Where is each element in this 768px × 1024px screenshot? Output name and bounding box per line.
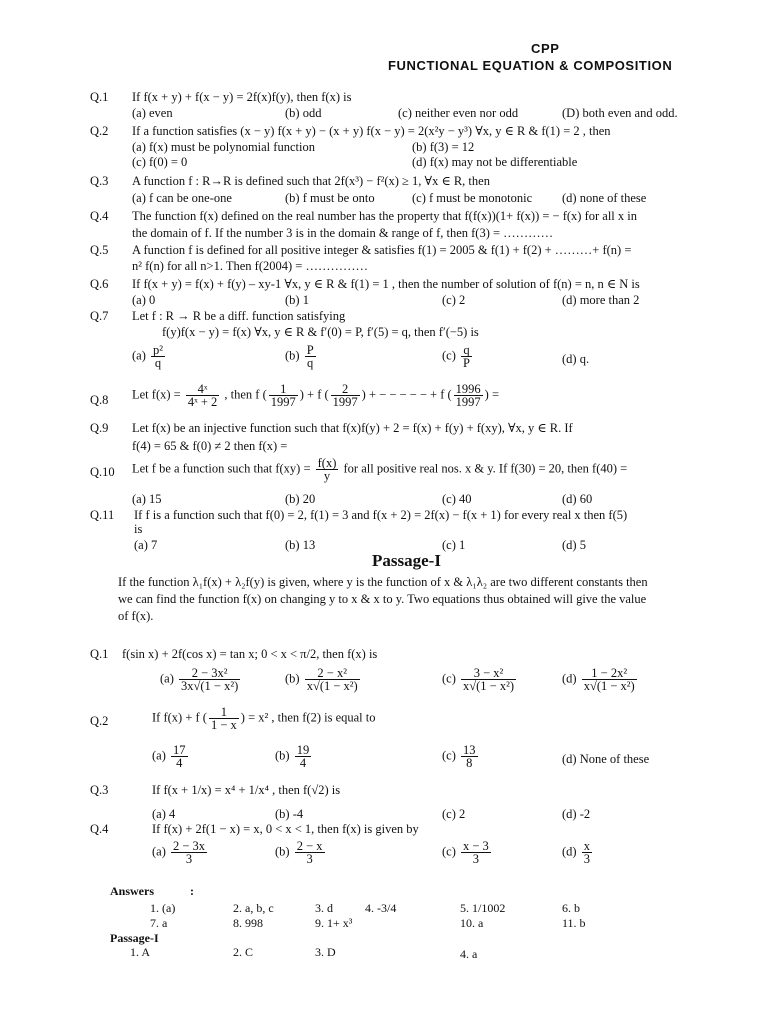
question-text: If f is a function such that f(0) = 2, f(1) = 3 and f(x + 2) = 2f(x) − f(x + 1) for every real x then f(5) [134, 508, 628, 522]
denominator: 4 [176, 756, 183, 770]
q8-dots: + − − − − − + f [368, 387, 445, 402]
option-c-fraction [461, 667, 516, 692]
option-b [275, 744, 313, 769]
option-c-fraction [461, 744, 478, 769]
option-c [442, 840, 493, 865]
question-text-cont: f(4) = 65 & f(0) ≠ 2 then f(x) = [132, 439, 288, 453]
denominator: x√(1 − x²) [463, 679, 514, 693]
numerator: 2 − x [296, 839, 323, 853]
denominator: 8 [466, 756, 473, 770]
question-text: If f(x + y) = f(x) + f(y) – xy-1 ∀x, y ∈ R & f(1) = 1 , then the number of solution of f(n) = n, n ∈ N is [132, 277, 640, 291]
option-a-fraction [171, 840, 207, 865]
question-number: Q.9 [90, 421, 109, 435]
option-c [442, 344, 474, 369]
denominator: 3 [306, 852, 313, 866]
option-d [562, 840, 594, 865]
option-b [285, 667, 362, 692]
answers-title: Answers [110, 884, 154, 898]
question-text: The function f(x) defined on the real number has the property that f(f(x))(1+ f(x)) = − f(x) for all x in [132, 209, 637, 223]
question-number: Q.5 [90, 243, 109, 257]
option-c: (c) neither even nor odd [398, 106, 519, 120]
question-text: Let f : R → R be a diff. function satisfying [132, 309, 346, 323]
denominator: q [154, 356, 162, 370]
option-d [562, 667, 639, 692]
numerator: f(x) [317, 456, 337, 470]
paren-close: ) [240, 710, 245, 725]
option-a-fraction [171, 744, 188, 769]
option-b: (b) 1 [285, 293, 309, 307]
numerator: 19 [296, 743, 310, 757]
option-d: (d) more than 2 [562, 293, 640, 307]
option-b-label: (b) [285, 348, 300, 363]
paren-open: ( [202, 710, 207, 725]
option-b-label: (b) [285, 671, 300, 686]
question-number: Q.1 [90, 90, 109, 104]
fraction [454, 383, 483, 408]
option-b-label: (b) [275, 844, 290, 859]
paren-close: ) [299, 387, 304, 402]
answer-item: 1. (a) [150, 901, 176, 915]
option-c-fraction [461, 840, 491, 865]
denominator: y [323, 469, 331, 483]
fraction [186, 383, 219, 408]
option-b: (b) f(3) = 12 [412, 140, 475, 154]
question-number: Q.7 [90, 309, 109, 323]
passage-text: If the function λ₁f(x) + λ₂f(y) is given, where y is the function of x & λ₁λ₂ are two different constants then we can find the function f(x) on changing y to x & x to y. Two equations thus obtained will give the value of f(x). [118, 575, 648, 623]
numerator: q [461, 344, 472, 357]
numerator: 13 [463, 743, 476, 757]
question-text-cont: f(y)f(x − y) = f(x) ∀x, y ∈ R & f′(0) = P, f′(5) = q, then f′(−5) is [162, 325, 479, 339]
answer-item: 3. d [315, 901, 333, 915]
option-d: (d) none of these [562, 191, 647, 205]
option-c [442, 744, 480, 769]
numerator: P [306, 343, 314, 357]
denominator: 1997 [455, 395, 481, 409]
option-c: (c) 40 [442, 492, 472, 506]
option-b: (b) -4 [275, 807, 304, 821]
option-a [160, 667, 242, 692]
answer-item: 9. 1+ x³ [315, 916, 353, 930]
numerator: 2 − x² [305, 667, 360, 680]
option-d-fraction [582, 667, 637, 692]
option-a: (a) 4 [152, 807, 176, 821]
option-d-label: (d) [562, 844, 577, 859]
option-b-fraction [295, 840, 325, 865]
option-c-label: (c) [442, 348, 456, 363]
question-number: Q.10 [90, 465, 115, 479]
numerator: 17 [173, 743, 186, 757]
fraction [316, 457, 339, 482]
q10-lead: Let f be a function such that f(xy) = [132, 461, 311, 476]
question-number: Q.8 [90, 393, 109, 407]
answer-item: 11. b [562, 916, 586, 930]
option-d: (d) 5 [562, 538, 586, 552]
q8-end: = [491, 387, 500, 402]
q8-plus: + f [307, 387, 322, 402]
question-number: Q.11 [90, 508, 115, 522]
numerator: 1 − 2x² [582, 667, 637, 680]
question-text: Let f(x) be an injective function such that f(x)f(y) + 2 = f(x) + f(y) + f(xy), ∀x, y ∈ R. If [132, 421, 573, 435]
paren-close: ) [361, 387, 366, 402]
p2-tail: = x² , then f(2) is equal to [248, 710, 376, 725]
answer-item: 6. b [562, 901, 580, 915]
numerator: 1 [269, 383, 298, 396]
question-text: A function f : R→R is defined such that 2f(x³) − f²(x) ≥ 1, ∀x ∈ R, then [132, 174, 490, 188]
paren-open: ( [447, 387, 452, 402]
denominator: 3x√(1 − x²) [181, 679, 239, 693]
question-text: If f(x + y) + f(x − y) = 2f(x)f(y), then f(x) is [132, 90, 352, 104]
option-c-label: (c) [442, 671, 456, 686]
numerator: 2 − 3x [173, 839, 206, 853]
answer-item: 3. D [315, 945, 336, 959]
numerator: x [583, 839, 590, 853]
question-number: Q.2 [90, 714, 109, 728]
option-a: (a) 7 [134, 538, 158, 552]
option-a-label: (a) [152, 748, 166, 763]
option-a-fraction [151, 344, 165, 369]
question-text [152, 706, 376, 731]
option-a-label: (a) [160, 671, 174, 686]
denominator: q [307, 356, 314, 370]
option-a-label: (a) [152, 844, 166, 859]
numerator: 2 [331, 383, 360, 396]
option-a [152, 744, 190, 769]
option-c [442, 667, 518, 692]
option-c: (c) 2 [442, 807, 466, 821]
option-a: (a) f can be one-one [132, 191, 232, 205]
numerator: 1 [209, 706, 239, 719]
numerator: p² [153, 343, 163, 357]
denominator: 1 − x [210, 718, 237, 732]
option-c: (c) 1 [442, 538, 466, 552]
answer-item: 4. -3/4 [365, 901, 397, 915]
denominator: x√(1 − x²) [306, 679, 358, 693]
question-text: If a function satisfies (x − y) f(x + y) − (x + y) f(x − y) = 2(x²y − y³) ∀x, y ∈ R & f(1) = 2 , then [132, 124, 611, 138]
question-number: Q.6 [90, 277, 109, 291]
denominator: 3 [185, 852, 193, 866]
answer-item: 2. C [233, 945, 254, 959]
p2-lead: If f(x) + f [152, 710, 200, 725]
question-text [132, 457, 627, 482]
option-c-label: (c) [442, 844, 456, 859]
question-text [132, 383, 499, 408]
denominator: 4 [299, 756, 307, 770]
option-a: (a) f(x) must be polynomial function [132, 140, 315, 154]
option-d: (d) q. [562, 352, 590, 366]
q10-tail: for all positive real nos. x & y. If f(30) = 20, then f(40) = [343, 461, 628, 476]
fraction [209, 706, 239, 731]
option-c: (c) f must be monotonic [412, 191, 533, 205]
paren-open: ( [324, 387, 329, 402]
option-a-label: (a) [132, 348, 146, 363]
question-number: Q.4 [90, 822, 109, 836]
answers-colon: : [190, 884, 194, 898]
question-text: A function f is defined for all positive integer & satisfies f(1) = 2005 & f(1) + f(2) + ………+ f(n) = [132, 243, 632, 257]
option-d: (d) -2 [562, 807, 591, 821]
option-a-fraction [179, 667, 240, 692]
option-b [275, 840, 327, 865]
option-d: (D) both even and odd. [562, 106, 678, 120]
header-code: CPP [531, 41, 560, 56]
denominator: x√(1 − x²) [583, 679, 635, 693]
option-a: (a) even [132, 106, 173, 120]
question-text: f(sin x) + 2f(cos x) = tan x; 0 < x < π/2, then f(x) is [122, 647, 378, 661]
answer-item: 8. 998 [233, 916, 263, 930]
question-number: Q.3 [90, 783, 109, 797]
question-text: If f(x + 1/x) = x⁴ + 1/x⁴ , then f(√2) is [152, 783, 341, 797]
option-d-label: (d) [562, 671, 577, 686]
answers-passage-title: Passage-I [110, 931, 159, 945]
fraction [269, 383, 298, 408]
question-text-cont: n² f(n) for all n>1. Then f(2004) = …………… [132, 259, 368, 273]
paren-close: ) [484, 387, 489, 402]
denominator: 1997 [332, 395, 358, 409]
question-text-cont: the domain of f. If the number 3 is in the domain & range of f, then f(3) = ………… [132, 226, 554, 240]
option-c: (c) 2 [442, 293, 466, 307]
answer-item: 1. A [130, 945, 151, 959]
question-number: Q.2 [90, 124, 109, 138]
answer-item: 4. a [460, 947, 478, 961]
option-b-fraction [295, 744, 312, 769]
page-title: FUNCTIONAL EQUATION & COMPOSITION [388, 58, 673, 73]
numerator: 4ˣ [186, 383, 219, 396]
option-b: (b) odd [285, 106, 322, 120]
numerator: 1996 [455, 382, 481, 396]
question-text-cont: is [134, 522, 143, 536]
denominator: 3 [583, 852, 590, 866]
passage-title: Passage-I [372, 551, 441, 570]
option-b-fraction [305, 667, 360, 692]
numerator: x − 3 [463, 839, 489, 853]
option-b: (b) 13 [285, 538, 316, 552]
denominator: P [463, 356, 470, 370]
denominator: 1997 [270, 395, 296, 409]
answer-item: 2. a, b, c [233, 901, 274, 915]
option-b: (b) 20 [285, 492, 316, 506]
answer-item: 10. a [460, 916, 484, 930]
option-a: (a) 0 [132, 293, 156, 307]
option-d: (d) 60 [562, 492, 593, 506]
numerator: 3 − x² [461, 667, 516, 680]
option-d-fraction [582, 840, 592, 865]
option-b: (b) f must be onto [285, 191, 375, 205]
answer-item: 5. 1/1002 [460, 901, 506, 915]
question-number: Q.3 [90, 174, 109, 188]
option-c: (c) f(0) = 0 [132, 155, 188, 169]
numerator: 2 − 3x² [179, 667, 240, 680]
q8-mid: , then f [224, 387, 260, 402]
option-b [285, 344, 318, 369]
answer-item: 7. a [150, 916, 168, 930]
option-a: (a) 15 [132, 492, 162, 506]
q8-lead: Let f(x) = [132, 387, 181, 402]
option-c-fraction [461, 344, 472, 369]
option-a [152, 840, 209, 865]
question-number: Q.1 [90, 647, 109, 661]
denominator: 3 [472, 852, 480, 866]
option-a [132, 344, 167, 369]
denominator: 4ˣ + 2 [187, 395, 218, 409]
question-number: Q.4 [90, 209, 109, 223]
option-d: (d) f(x) may not be differentiable [412, 155, 578, 169]
option-d: (d) None of these [562, 752, 650, 766]
question-text: If f(x) + 2f(1 − x) = x, 0 < x < 1, then f(x) is given by [152, 822, 419, 836]
option-c-label: (c) [442, 748, 456, 763]
fraction [331, 383, 360, 408]
option-b-label: (b) [275, 748, 290, 763]
paren-open: ( [262, 387, 267, 402]
option-b-fraction [305, 344, 316, 369]
